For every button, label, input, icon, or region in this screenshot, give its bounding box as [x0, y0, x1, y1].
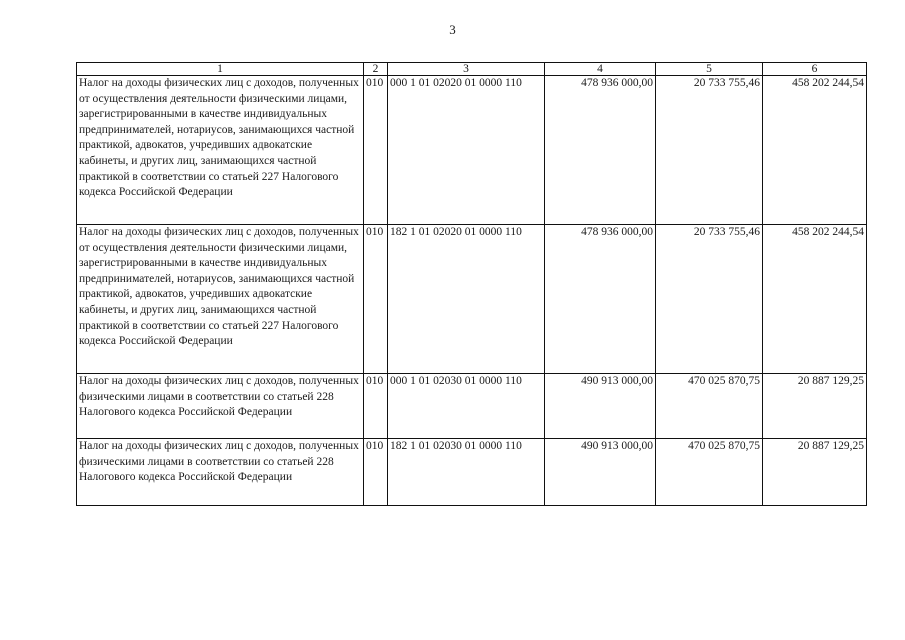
header-col-2: 2	[364, 63, 388, 76]
header-col-4: 4	[545, 63, 656, 76]
cell-col5-amount: 470 025 870,75	[656, 439, 763, 506]
cell-col5-amount: 20 733 755,46	[656, 76, 763, 225]
header-row	[77, 63, 867, 76]
cell-budget-code: 000 1 01 02020 01 0000 110	[388, 76, 545, 225]
cell-income-name: Налог на доходы физических лиц с доходов, полученных от осуществления деятельности физическими лицами, зарегистрированными в качестве индивидуальных предпринимателей, нотариусов, занимающихся частной практикой, адвокатов, учредивших адвокатские кабинеты, и других лиц, занимающихся частной практикой в соответствии со статьей 227 Налогового кодекса Российской Федерации	[77, 76, 364, 225]
cell-line-code: 010	[364, 374, 388, 439]
cell-col4-amount: 490 913 000,00	[545, 439, 656, 506]
header-col-6: 6	[763, 63, 867, 76]
cell-col6-amount: 20 887 129,25	[763, 374, 867, 439]
header-col-5: 5	[656, 63, 763, 76]
table-row	[77, 225, 867, 374]
cell-line-code: 010	[364, 439, 388, 506]
table-header	[77, 63, 867, 76]
table-row	[77, 374, 867, 439]
cell-income-name: Налог на доходы физических лиц с доходов, полученных физическими лицами в соответствии со статьей 228 Налогового кодекса Российской Федерации	[77, 439, 364, 506]
cell-income-name: Налог на доходы физических лиц с доходов, полученных физическими лицами в соответствии со статьей 228 Налогового кодекса Российской Федерации	[77, 374, 364, 439]
cell-col5-amount: 20 733 755,46	[656, 225, 763, 374]
cell-income-name: Налог на доходы физических лиц с доходов, полученных от осуществления деятельности физическими лицами, зарегистрированными в качестве индивидуальных предпринимателей, нотариусов, занимающихся частной практикой, адвокатов, учредивших адвокатские кабинеты, и других лиц, занимающихся частной практикой в соответствии со статьей 227 Налогового кодекса Российской Федерации	[77, 225, 364, 374]
cell-col5-amount: 470 025 870,75	[656, 374, 763, 439]
cell-col6-amount: 20 887 129,25	[763, 439, 867, 506]
cell-col4-amount: 490 913 000,00	[545, 374, 656, 439]
table-row	[77, 439, 867, 506]
cell-budget-code: 000 1 01 02030 01 0000 110	[388, 374, 545, 439]
cell-col4-amount: 478 936 000,00	[545, 76, 656, 225]
report-table	[76, 62, 867, 506]
cell-col4-amount: 478 936 000,00	[545, 225, 656, 374]
cell-line-code: 010	[364, 76, 388, 225]
cell-col6-amount: 458 202 244,54	[763, 76, 867, 225]
page-number: 3	[449, 22, 456, 37]
cell-budget-code: 182 1 01 02030 01 0000 110	[388, 439, 545, 506]
cell-line-code: 010	[364, 225, 388, 374]
table-row	[77, 76, 867, 225]
table-body	[77, 76, 867, 506]
cell-budget-code: 182 1 01 02020 01 0000 110	[388, 225, 545, 374]
header-col-3: 3	[388, 63, 545, 76]
cell-col6-amount: 458 202 244,54	[763, 225, 867, 374]
header-col-1: 1	[77, 63, 364, 76]
